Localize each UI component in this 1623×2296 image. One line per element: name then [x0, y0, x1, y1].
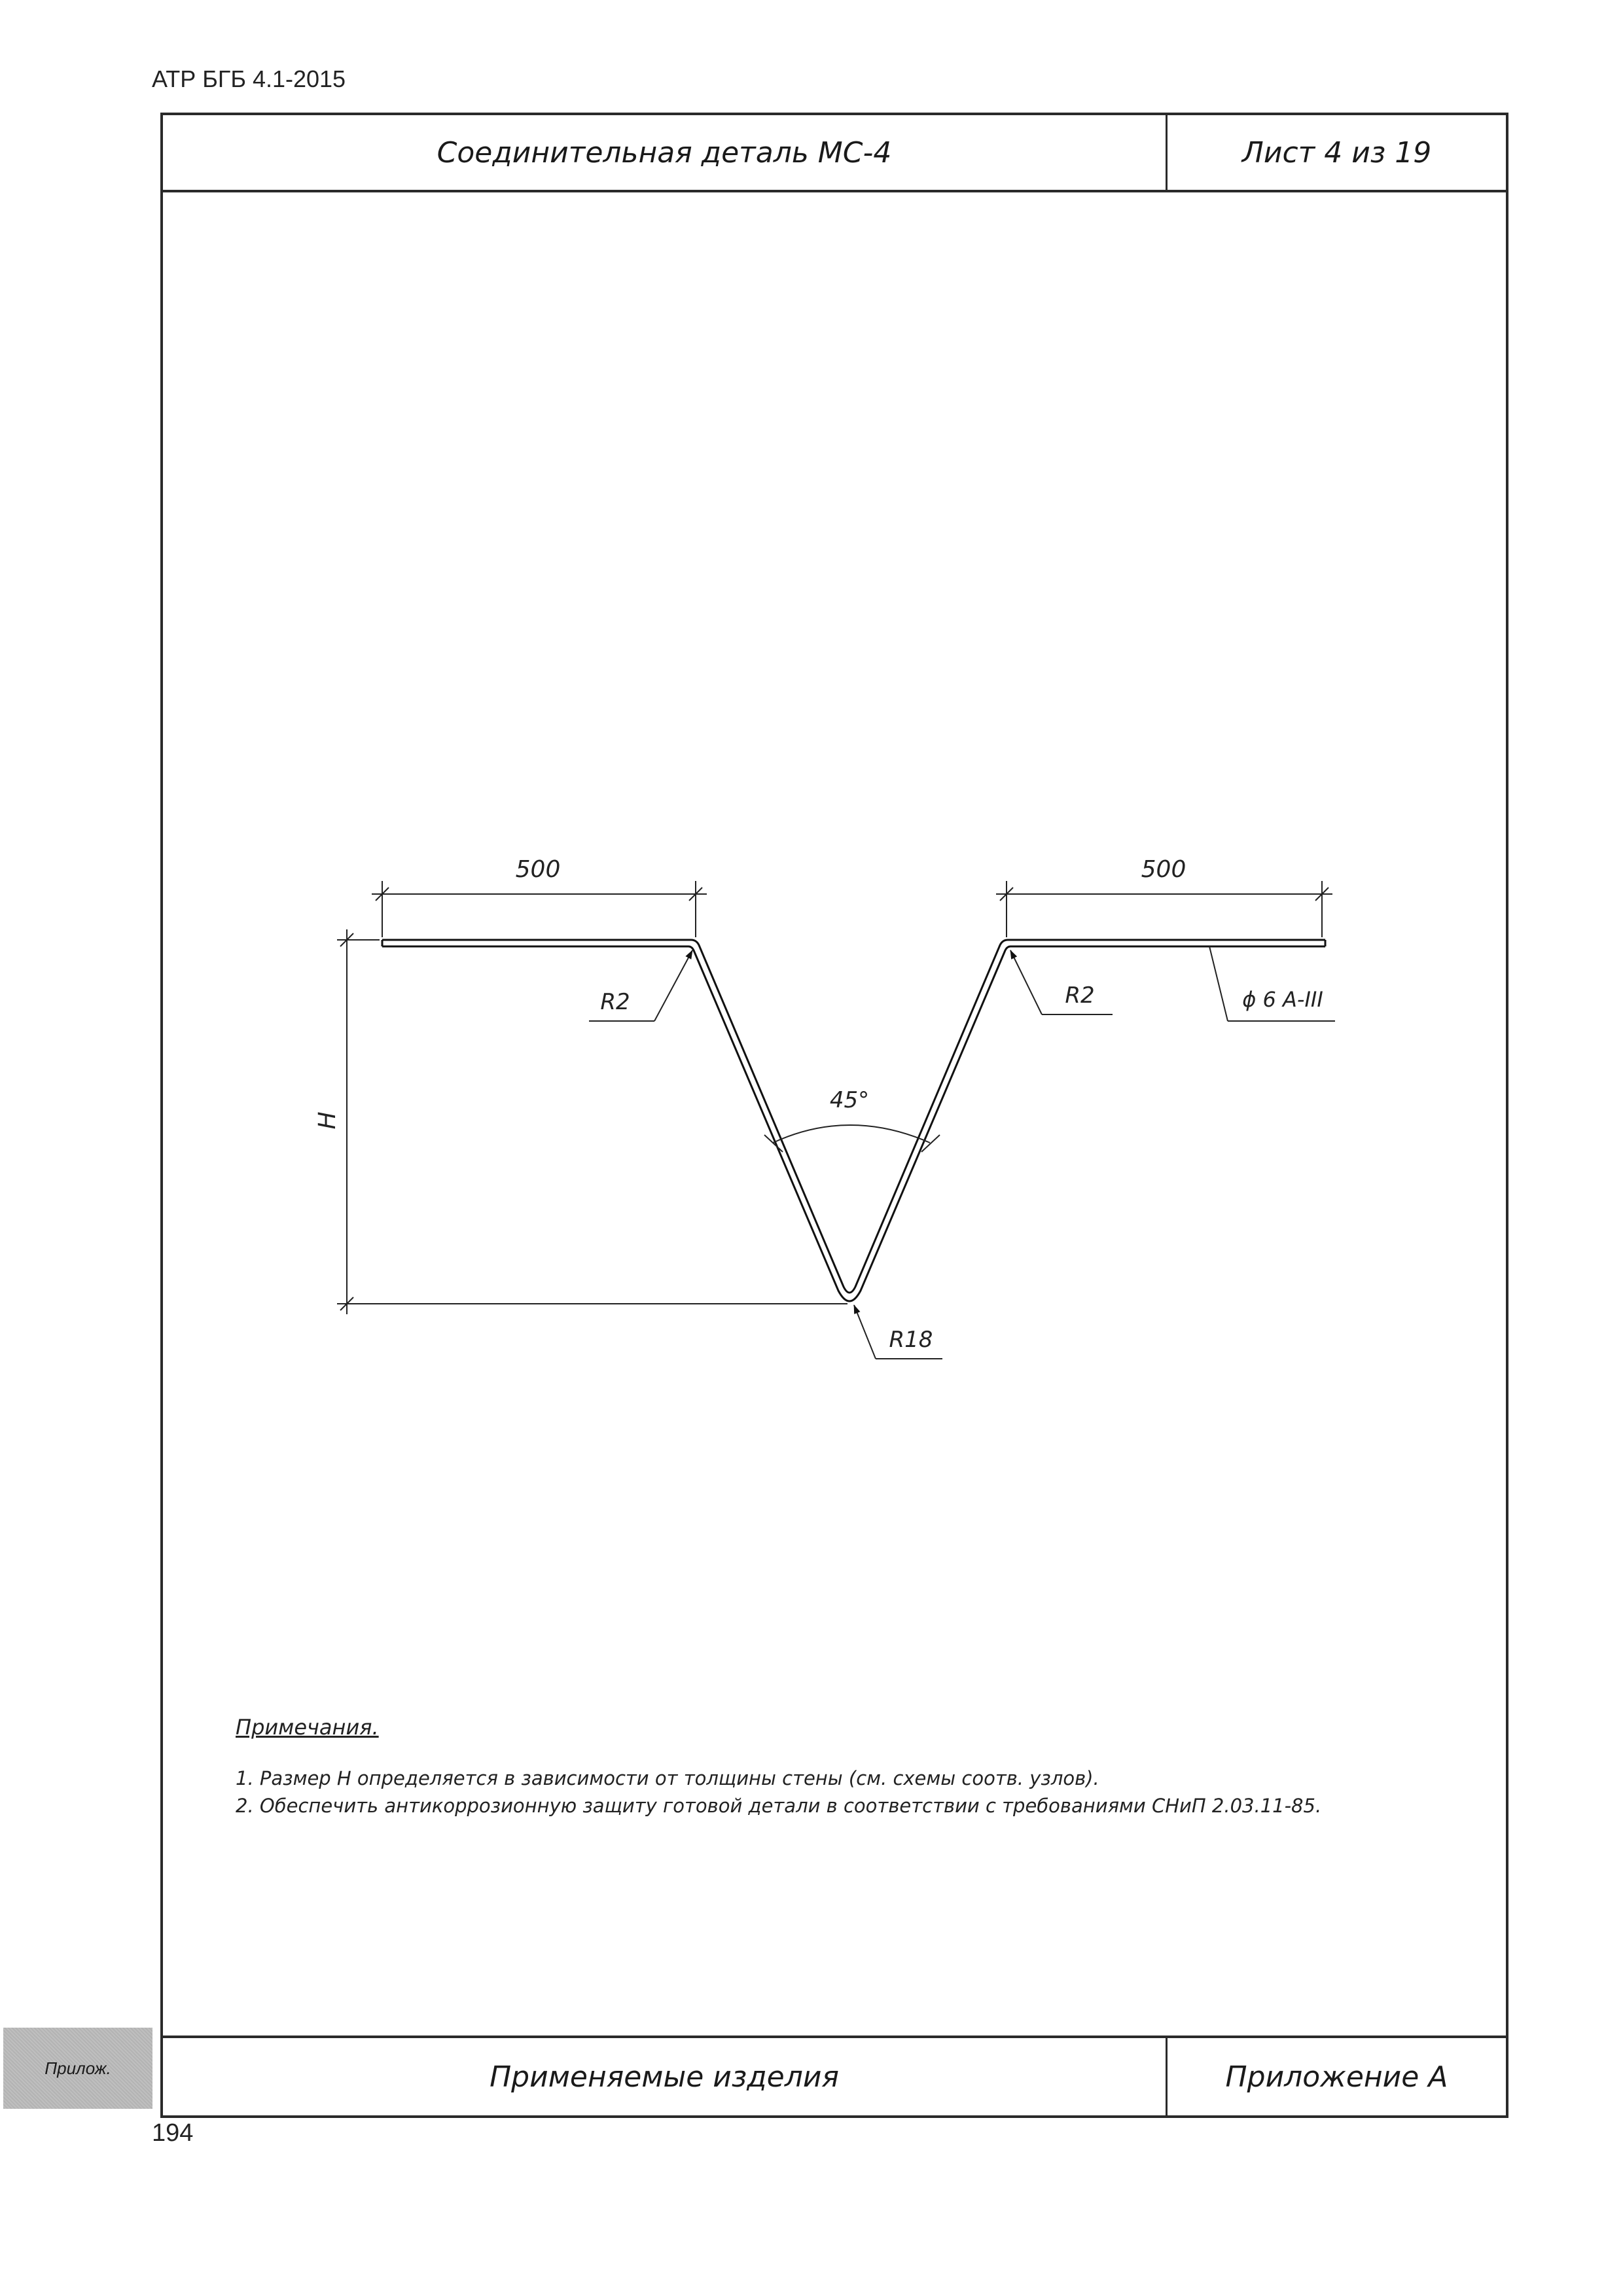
dimension-left-500 — [372, 881, 707, 937]
side-tab-label: Прилож. — [45, 2058, 111, 2078]
section-title: Применяемые изделия — [163, 2038, 1168, 2115]
notes-section — [236, 1715, 1321, 1820]
page-number: 194 — [152, 2119, 194, 2147]
appendix-side-tab — [3, 2028, 152, 2109]
dimension-right-500 — [996, 881, 1332, 937]
radius-left-label: R2 — [600, 989, 630, 1015]
sheet-counter: Лист 4 из 19 — [1241, 135, 1432, 170]
radius-bottom-label: R18 — [889, 1327, 933, 1353]
leader-radius-right — [1010, 950, 1113, 1014]
dimension-height — [337, 929, 847, 1314]
document-code: АТР БГБ 4.1-2015 — [152, 65, 346, 92]
note-item-2: 2. Обеспечить антикоррозионную защиту готовой детали в соответствии с требованиями СНиП 2.03.11-85. — [236, 1795, 1322, 1817]
notes-title: Примечания. — [236, 1715, 379, 1740]
dimension-left-500-label: 500 — [515, 856, 561, 883]
dimension-height-label: H — [314, 1111, 341, 1130]
dimension-right-500-label: 500 — [1141, 856, 1186, 883]
radius-right-label: R2 — [1065, 982, 1095, 1009]
rebar-profile — [382, 940, 1325, 1301]
note-item-1: 1. Размер Н определяется в зависимости от толщины стены (см. схемы соотв. узлов). — [236, 1767, 1099, 1789]
angle-label: 45° — [829, 1087, 870, 1113]
appendix-label: Приложение А — [1225, 2060, 1448, 2094]
rebar-label: ϕ 6 A-III — [1242, 987, 1323, 1012]
sheet-title: Соединительная деталь МС-4 — [163, 115, 1168, 190]
